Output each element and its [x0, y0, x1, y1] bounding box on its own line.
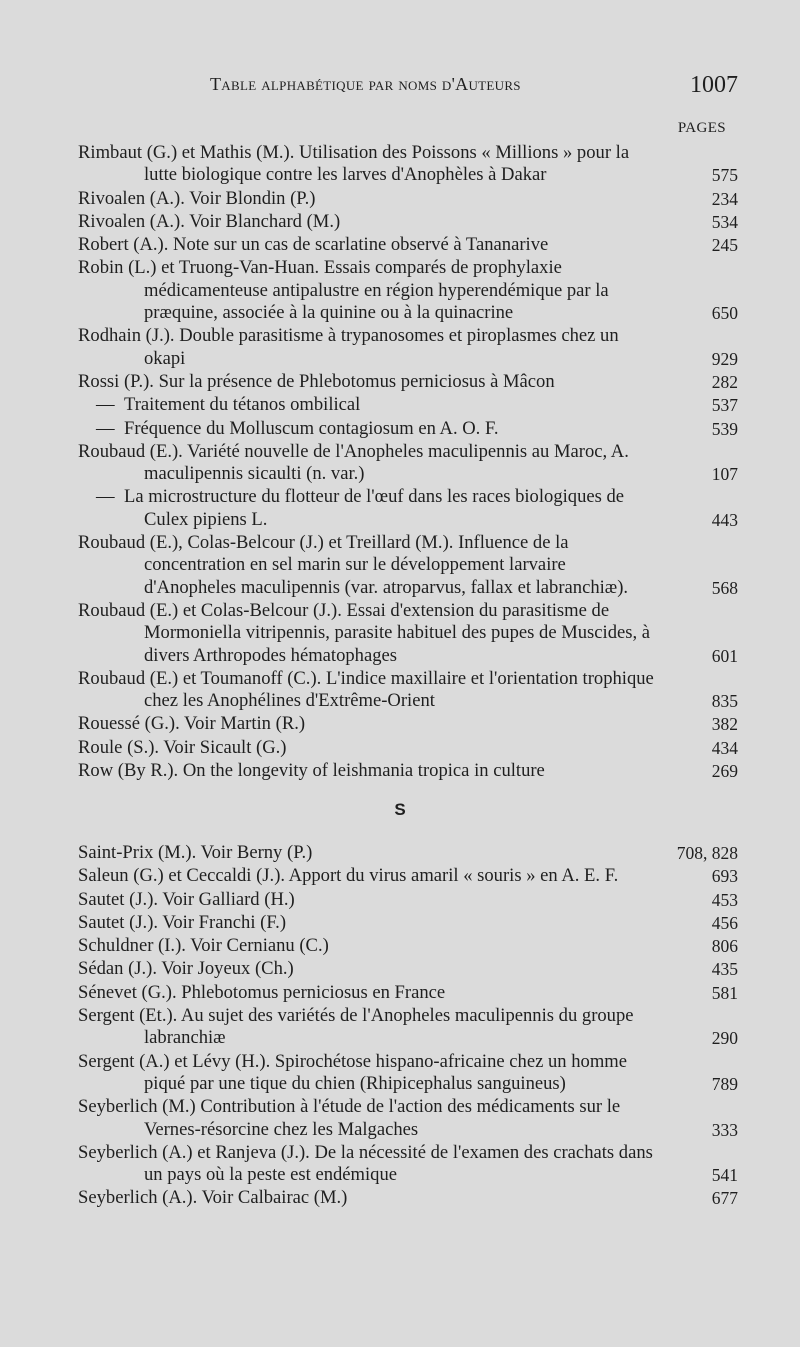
- index-entry: [78, 1005, 738, 1050]
- running-head: [78, 72, 738, 102]
- entry-page: 581: [711, 982, 738, 1003]
- index-entry: [78, 737, 738, 759]
- index-entry: [78, 532, 738, 599]
- index-entry: [78, 371, 738, 393]
- entry-text: Rimbaut (G.) et Mathis (M.). Utilisation des Poissons « Millions » pour la lutte biologique contre les larves d'Anophèles à Dakar: [78, 142, 630, 186]
- entry-text: Traitement du tétanos ombilical: [124, 394, 361, 416]
- entry-text: Saint-Prix (M.). Voir Berny (P.): [78, 842, 313, 863]
- index-subentry: [78, 394, 738, 416]
- entry-page: 234: [711, 188, 738, 209]
- entry-text: Sergent (A.) et Lévy (H.). Spirochétose hispano-africaine chez un homme piqué par une tique du chien (Rhipicephalus sanguineus): [78, 1050, 628, 1094]
- index-entry: [78, 1096, 738, 1141]
- index-entry: [78, 234, 738, 256]
- entry-text: Seyberlich (A.). Voir Calbairac (M.): [78, 1187, 348, 1209]
- entry-page: 806: [711, 936, 738, 957]
- dash-mark: —: [96, 486, 115, 508]
- entry-text: Robert (A.). Note sur un cas de scarlatine observé à Tananarive: [78, 234, 549, 256]
- index-entry: [78, 912, 738, 934]
- page-number: 1007: [690, 72, 738, 98]
- pages-column-label: PAGES: [677, 120, 726, 136]
- entry-text: Roubaud (E.) et Toumanoff (C.). L'indice maxillaire et l'orientation trophique chez les Anophélines d'Extrême-Orient: [78, 667, 654, 712]
- entry-page: 693: [711, 866, 738, 887]
- entry-page: 435: [711, 959, 738, 980]
- index-entry: [78, 142, 738, 187]
- entry-page: 456: [711, 912, 738, 933]
- dash-mark: —: [96, 394, 115, 416]
- index-entry: [78, 889, 738, 911]
- entry-page: 434: [711, 737, 738, 758]
- entry-text: Seyberlich (A.) et Ranjeva (J.). De la nécessité de l'examen des crachats dans un pays où la peste est endémique: [78, 1141, 653, 1186]
- entry-text: Rivoalen (A.). Voir Blondin (P.): [78, 187, 316, 209]
- index-entry: [78, 441, 738, 486]
- entry-text: Fréquence du Molluscum contagiosum en A. O. F.: [124, 417, 499, 439]
- entry-text: Roubaud (E.) et Colas-Belcour (J.). Essai d'extension du parasitisme de Mormoniella vitripennis, parasite habituel des pupes de Muscides, à divers Arthropodes hématophages: [78, 599, 651, 666]
- index-entry: [78, 325, 738, 370]
- entries-s: [78, 842, 738, 1211]
- entry-page: 708, 828: [676, 843, 738, 863]
- entry-text: Saleun (G.) et Ceccaldi (J.). Apport du virus amaril « souris » en A. E. F.: [78, 865, 619, 887]
- dash-mark: —: [96, 417, 115, 439]
- entry-page: 443: [711, 509, 738, 530]
- entry-text: Sergent (Et.). Au sujet des variétés de l'Anopheles maculipennis du groupe labranchiæ: [78, 1005, 634, 1049]
- entry-text: Sénevet (G.). Phlebotomus perniciosus en France: [78, 981, 446, 1003]
- index-entry: [78, 865, 738, 887]
- index-entry: [78, 713, 738, 735]
- entry-page: 282: [711, 371, 738, 392]
- entry-page: 835: [711, 691, 738, 712]
- entry-text: Seyberlich (M.) Contribution à l'étude de l'action des médicaments sur le Vernes-résorcine chez les Malgaches: [78, 1096, 621, 1140]
- index-entry: [78, 211, 738, 233]
- entry-text: Schuldner (I.). Voir Cernianu (C.): [78, 935, 329, 957]
- entry-text: Robin (L.) et Truong-Van-Huan. Essais comparés de prophylaxie médicamenteuse antipalustre en région hyperendémique par la præquine, associée à la quinine ou à la quinacrine: [78, 257, 609, 324]
- entry-text: Sautet (J.). Voir Franchi (F.): [78, 911, 287, 933]
- index-entry: [78, 188, 738, 210]
- entry-text: Row (By R.). On the longevity of leishmania tropica in culture: [78, 760, 545, 782]
- entry-page: 107: [711, 464, 738, 485]
- entry-text: Roule (S.). Voir Sicault (G.): [78, 736, 287, 758]
- entry-text: Sautet (J.). Voir Galliard (H.): [78, 888, 295, 910]
- entry-page: 453: [711, 889, 738, 910]
- entry-page: 245: [711, 235, 738, 256]
- index-entry: [78, 1187, 738, 1209]
- entry-text: Sédan (J.). Voir Joyeux (Ch.): [78, 958, 294, 980]
- entry-page: 677: [711, 1188, 738, 1209]
- entry-text: La microstructure du flotteur de l'œuf dans les races biologiques de Culex pipiens L.: [124, 486, 625, 530]
- index-entry: [78, 760, 738, 782]
- entry-text: Rivoalen (A.). Voir Blanchard (M.): [78, 210, 341, 232]
- entries-r: [78, 142, 738, 783]
- index-entry: [78, 842, 738, 864]
- index-entry: [78, 935, 738, 957]
- entry-text: Roubaud (E.). Variété nouvelle de l'Anopheles maculipennis au Maroc, A. maculipennis sicaulti (n. var.): [78, 440, 629, 485]
- running-title: Table alphabétique par noms d'Auteurs: [210, 74, 521, 94]
- entry-text: Rouessé (G.). Voir Martin (R.): [78, 713, 306, 735]
- entry-page: 575: [711, 165, 738, 186]
- index-entry: [78, 257, 738, 324]
- entry-text: Rodhain (J.). Double parasitisme à trypanosomes et piroplasmes chez un okapi: [78, 325, 619, 369]
- entry-page: 269: [711, 761, 738, 782]
- index-entry: [78, 1051, 738, 1096]
- index-entry: [78, 958, 738, 980]
- entry-page: 789: [711, 1073, 738, 1094]
- entry-page: 541: [711, 1165, 738, 1186]
- entry-page: 537: [711, 395, 738, 416]
- index-subentry: [78, 486, 738, 531]
- index-entry: [78, 668, 738, 713]
- entry-text: Roubaud (E.), Colas-Belcour (J.) et Treillard (M.). Influence de la concentration en sel marin sur le développement larvaire d'Anopheles maculipennis (var. atroparvus, fallax et labranchiæ).: [78, 532, 629, 598]
- letter-heading: S: [394, 800, 406, 819]
- entry-page: 929: [711, 348, 738, 369]
- index-entry: [78, 1142, 738, 1187]
- entry-page: 650: [711, 303, 738, 324]
- entry-page: 333: [711, 1119, 738, 1140]
- entry-page: 601: [711, 645, 738, 666]
- index-subentry: [78, 418, 738, 440]
- entry-text: Rossi (P.). Sur la présence de Phlebotomus perniciosus à Mâcon: [78, 370, 555, 392]
- index-entry: [78, 982, 738, 1004]
- entry-page: 539: [711, 418, 738, 439]
- entry-page: 534: [711, 211, 738, 232]
- entry-page: 382: [711, 714, 738, 735]
- entry-page: 568: [711, 577, 738, 598]
- entry-page: 290: [711, 1028, 738, 1049]
- index-entry: [78, 600, 738, 667]
